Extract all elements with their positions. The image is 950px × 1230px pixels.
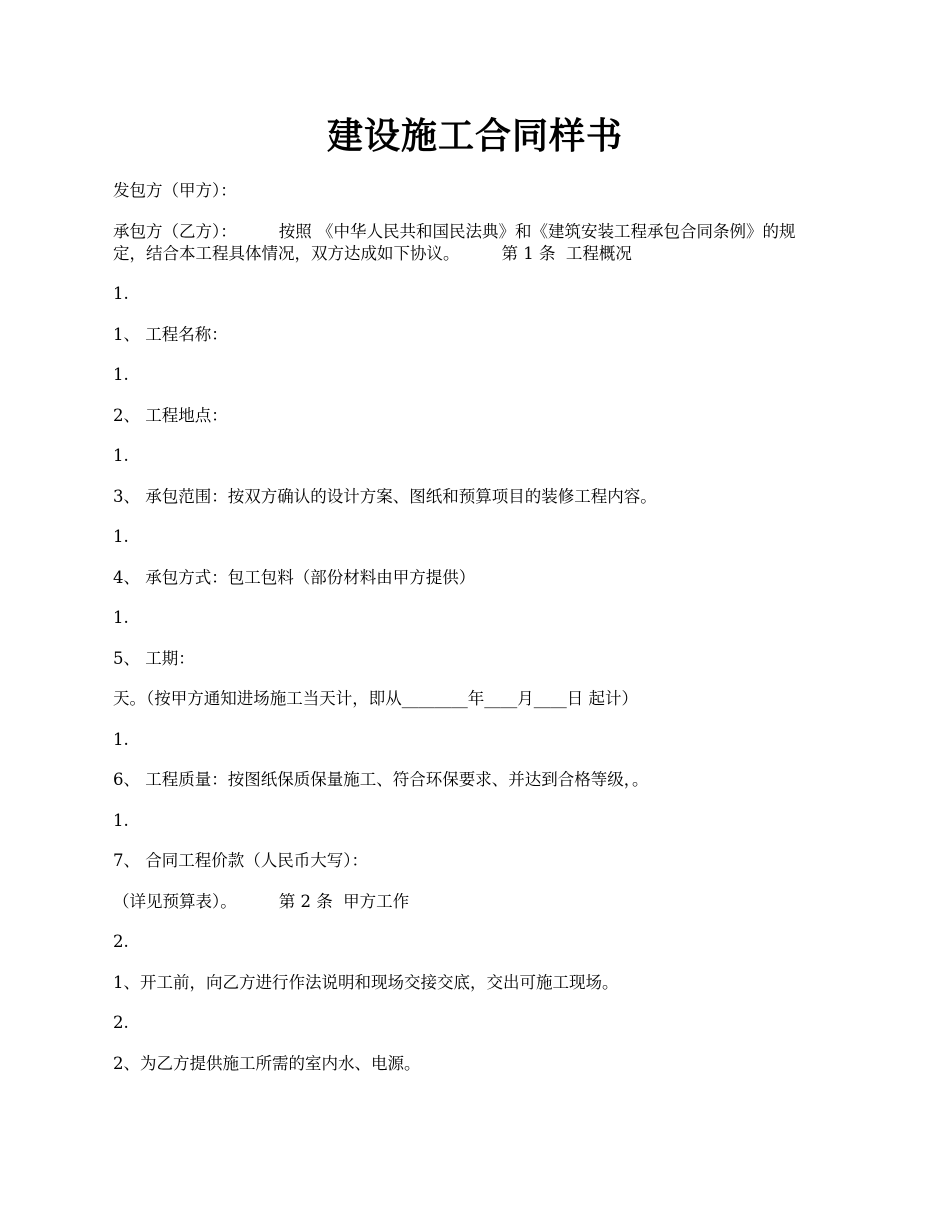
paragraph-party-b-intro: 承包方（乙方）： 按照 《中华人民共和国民法典》和《建筑安装工程承包合同条例》的规定，结合本工程具体情况，双方达成如下协议。 第 1 条 工程概况 [113,221,796,263]
paragraph-number: 1. [113,365,129,384]
paragraph-budget-and-article-2: （详见预算表）。 第 2 条 甲方工作 [113,891,410,911]
paragraph-contract-method: 4、 承包方式：包工包料（部份材料由甲方提供） [113,567,476,587]
paragraph-number: 1. [113,527,129,546]
paragraph-project-name: 1、 工程名称： [113,324,228,344]
paragraph-number: 2. [113,1013,129,1032]
paragraph-number: 2. [113,932,129,951]
paragraph-utilities: 2、为乙方提供施工所需的室内水、电源。 [113,1053,421,1073]
paragraph-quality: 6、 工程质量：按图纸保质保量施工、符合环保要求、并达到合格等级，。 [113,770,649,789]
paragraph-handover: 1、开工前，向乙方进行作法说明和现场交接交底，交出可施工现场。 [113,972,619,992]
document-title: 建设施工合同样书 [326,115,623,157]
paragraph-number: 1. [113,446,129,465]
paragraph-number: 1. [113,608,129,627]
paragraph-number: 1. [113,810,129,830]
paragraph-project-location: 2、 工程地点： [113,405,228,425]
paragraph-number: 1. [113,284,129,303]
paragraph-scope: 3、 承包范围：按双方确认的设计方案、图纸和预算项目的装修工程内容。 [113,486,657,506]
paragraph-number: 1. [113,729,129,749]
document-body [113,180,813,1093]
paragraph-price: 7、 合同工程价款（人民币大写）： [113,851,368,870]
paragraph-duration-detail: 天。（按甲方通知进场施工当天计，即从________年____月____日 起计） [113,689,638,708]
paragraph-party-a: 发包方（甲方）： [113,181,237,200]
paragraph-duration: 5、 工期： [113,648,195,668]
